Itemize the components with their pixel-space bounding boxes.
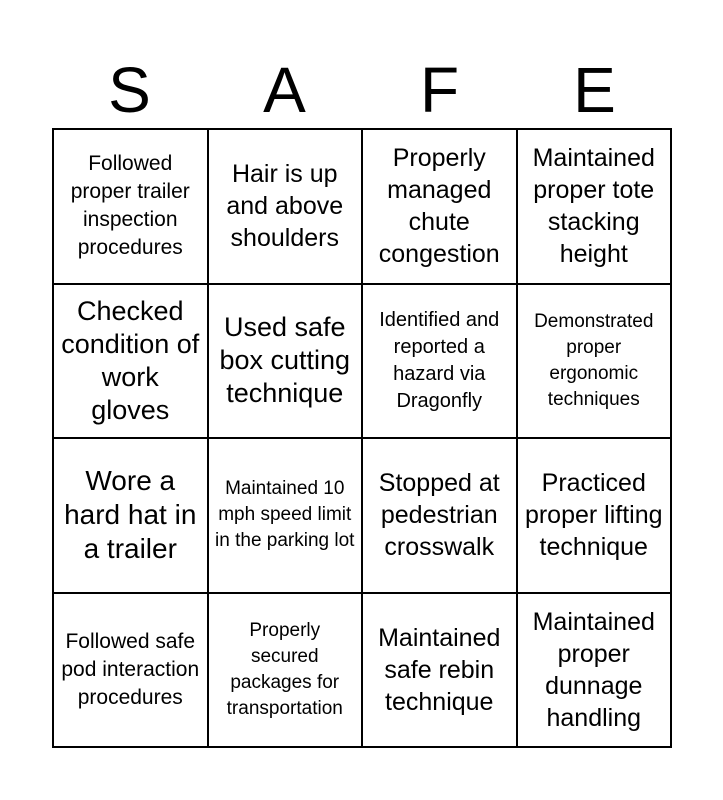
cell-text: Maintained 10 mph speed limit in the parking lot bbox=[215, 478, 355, 552]
header-letter-e: E bbox=[573, 54, 616, 126]
bingo-cell-r3-c1[interactable] bbox=[54, 439, 209, 594]
bingo-cell-r2-c1[interactable] bbox=[54, 285, 209, 440]
header-letter-s: S bbox=[108, 54, 151, 126]
bingo-cell-r2-c2[interactable] bbox=[209, 285, 364, 440]
bingo-cell-r3-c2[interactable] bbox=[209, 439, 364, 594]
cell-text: Hair is up and above shoulders bbox=[226, 160, 344, 253]
bingo-cell-r1-c4[interactable] bbox=[518, 130, 673, 285]
cell-text: Demonstrated proper ergonomic techniques bbox=[534, 310, 654, 410]
bingo-grid bbox=[52, 128, 672, 748]
bingo-cell-r2-c3[interactable] bbox=[363, 285, 518, 440]
bingo-cell-r4-c3[interactable] bbox=[363, 594, 518, 749]
bingo-header bbox=[52, 52, 672, 128]
bingo-cell-r1-c3[interactable] bbox=[363, 130, 518, 285]
cell-text: Properly managed chute congestion bbox=[378, 144, 500, 269]
cell-text: Practiced proper lifting technique bbox=[524, 469, 663, 562]
cell-text: Maintained safe rebin technique bbox=[378, 623, 501, 716]
cell-text: Properly secured packages for transportation bbox=[226, 619, 343, 719]
cell-text: Used safe box cutting technique bbox=[219, 312, 351, 409]
header-letter-f: F bbox=[419, 54, 460, 126]
header-letter-a: A bbox=[263, 54, 306, 126]
bingo-cell-r3-c4[interactable] bbox=[518, 439, 673, 594]
bingo-cell-r4-c4[interactable] bbox=[518, 594, 673, 749]
bingo-cell-r1-c2[interactable] bbox=[209, 130, 364, 285]
bingo-cell-r3-c3[interactable] bbox=[363, 439, 518, 594]
cell-text: Followed proper trailer inspection procedures bbox=[70, 152, 190, 260]
cell-text: Wore a hard hat in a trailer bbox=[64, 465, 197, 565]
bingo-cell-r1-c1[interactable] bbox=[54, 130, 209, 285]
bingo-cell-r2-c4[interactable] bbox=[518, 285, 673, 440]
cell-text: Followed safe pod interaction procedures bbox=[61, 629, 200, 709]
cell-text: Maintained proper dunnage handling bbox=[532, 607, 655, 732]
bingo-cell-r4-c2[interactable] bbox=[209, 594, 364, 749]
cell-text: Identified and reported a hazard via Dragonfly bbox=[379, 308, 500, 412]
bingo-cell-r4-c1[interactable] bbox=[54, 594, 209, 749]
cell-text: Maintained proper tote stacking height bbox=[532, 144, 655, 269]
cell-text: Stopped at pedestrian crosswalk bbox=[378, 469, 500, 562]
cell-text: Checked condition of work gloves bbox=[61, 295, 200, 425]
